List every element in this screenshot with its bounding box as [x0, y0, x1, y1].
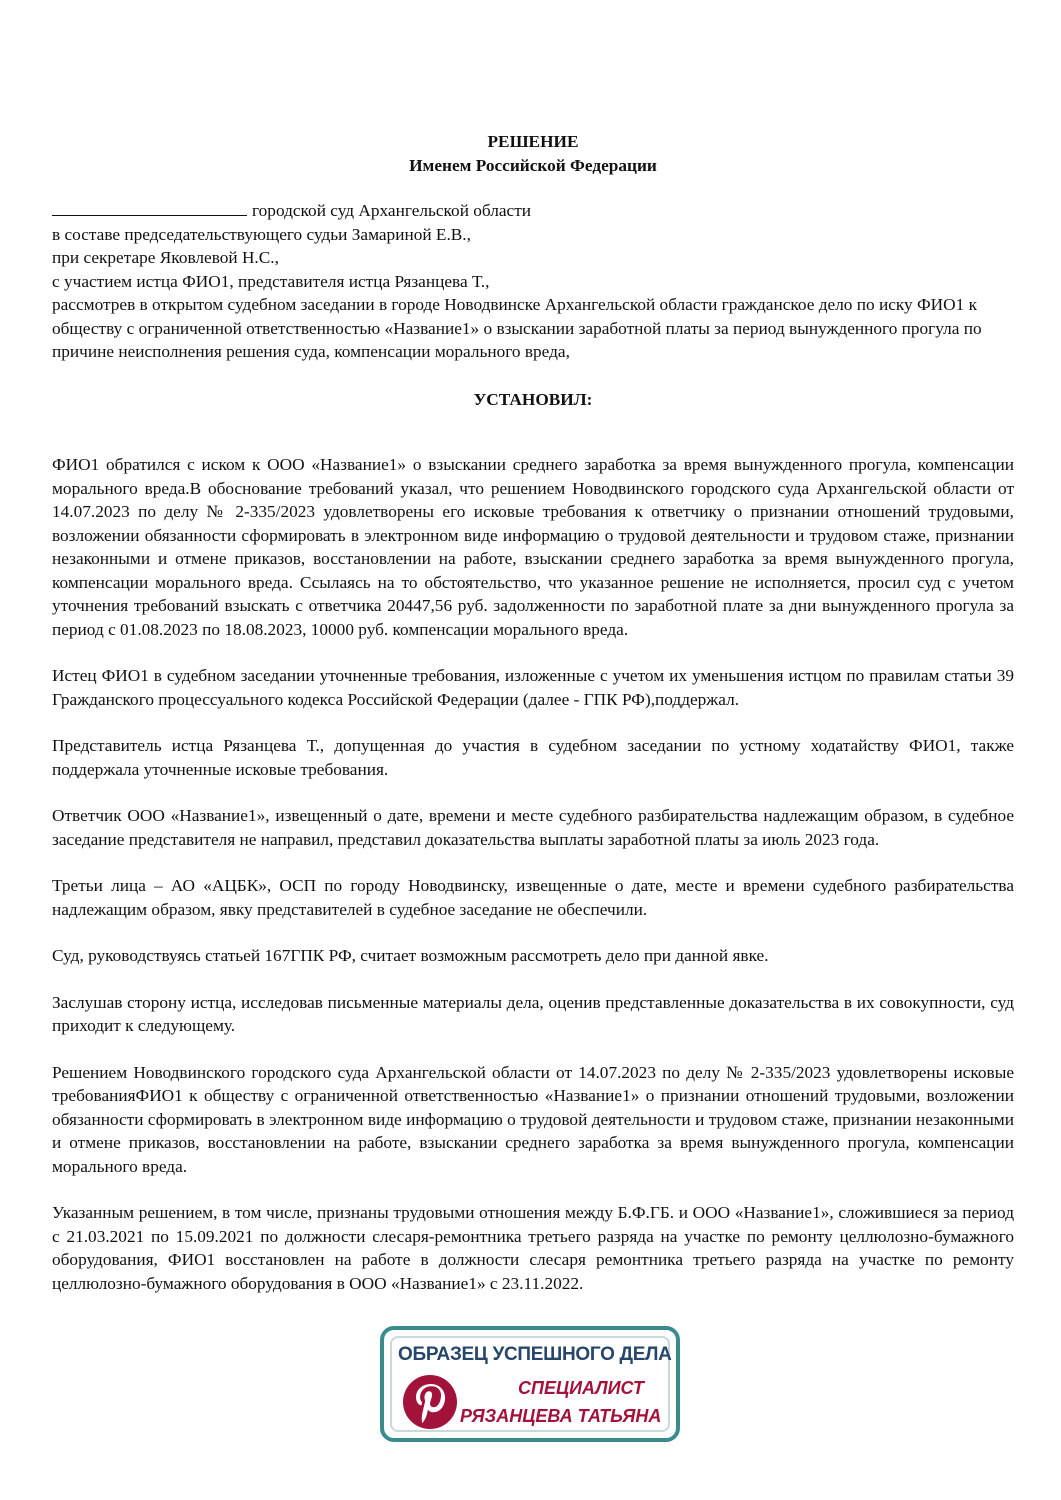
document-intro [52, 199, 1014, 364]
court-name-blank [52, 200, 247, 216]
document-body [52, 453, 1014, 1295]
paragraph: Заслушав сторону истца, исследовав письменные материалы дела, оценив представленные доказательства в их совокупности, суд приходит к следующему. [52, 992, 1014, 1035]
paragraph: Третьи лица – АО «АЦБК», ОСП по городу Новодвинску, извещенные о дате, месте и времени судебного разбирательства надлежащим образом, явку представителей в судебное заседание не обеспечили. [52, 876, 1014, 919]
document-title: РЕШЕНИЕ [487, 132, 579, 151]
court-name: городской суд Архангельской области [252, 201, 532, 220]
stamp-line-sample: ОБРАЗЕЦ УСПЕШНОГО ДЕЛА [398, 1344, 672, 1365]
case-description: рассмотрев в открытом судебном заседании в городе Новодвинске Архангельской области гражданское дело по иску ФИО1 к обществу с ограниченной ответственностью «Название1» о взыскании заработной платы за период вынужденного прогула по причине неисполнения решения суда, компенсации морального вреда, [52, 295, 982, 361]
document-page [52, 122, 1014, 1318]
paragraph: Указанным решением, в том числе, признаны трудовыми отношения между Б.Ф.ГБ. и ООО «Название1», сложившиеся за период с 21.03.2021 по 15.09.2021 по должности слесаря-ремонтника третьего разряда на участке по ремонту целлюлозно-бумажного оборудования, ФИО1 восстановлен на работе в должности слесаря ремонтника третьего разряда на участке по ремонту целлюлозно-бумажного оборудования в ООО «Название1» с 23.11.2022. [52, 1203, 1014, 1293]
document-subtitle: Именем Российской Федерации [409, 155, 657, 175]
paragraph: ФИО1 обратился с иском к ООО «Название1» о взыскании среднего заработка за время вынужденного прогула, компенсации морального вреда.В обоснование требований указал, что решением Новодвинского городского суда Архангельской области от 14.07.2023 по делу № 2-335/2023 удовлетворены его исковые требования к ответчику о признании отношений трудовыми, возложении обязанности сформировать в электронном виде информацию о трудовой деятельности и трудовом стаже, признании незаконными и отмене приказов, восстановлении на работе, взыскании среднего заработка за время вынужденного прогула, компенсации морального вреда. Ссылаясь на то обстоятельство, что указанное решение не исполняется, просил суд с учетом уточнения требований взыскать с ответчика 20447,56 руб. задолженности по заработной плате за дни вынужденного прогула за период с 01.08.2023 по 18.08.2023, 10000 руб. компенсации морального вреда. [52, 455, 1014, 639]
judge-line: в составе председательствующего судьи Замариной Е.В., [52, 224, 471, 244]
paragraph: Истец ФИО1 в судебном заседании уточненные требования, изложенные с учетом их уменьшения истцом по правилам статьи 39 Гражданского процессуального кодекса Российской Федерации (далее - ГПК РФ),поддержал. [52, 666, 1014, 709]
stamp-line-specialist: СПЕЦИАЛИСТ [518, 1378, 644, 1398]
participants-line: с участием истца ФИО1, представителя истца Рязанцева Т., [52, 271, 490, 291]
section-title-established: УСТАНОВИЛ: [473, 389, 593, 409]
watermark-stamp [380, 1326, 680, 1442]
court-line [52, 199, 1014, 223]
pinterest-logo-icon [402, 1374, 458, 1430]
paragraph: Решением Новодвинского городского суда Архангельской области от 14.07.2023 по делу № 2-335/2023 удовлетворены исковые требованияФИО1 к обществу с ограниченной ответственностью «Название1» о признании отношений трудовыми, возложении обязанности сформировать в электронном виде информацию о трудовой деятельности и трудовом стаже, признании незаконными и отмене приказов, восстановлении на работе, взыскании среднего заработка за время вынужденного прогула, компенсации морального вреда. [52, 1062, 1014, 1176]
paragraph: Ответчик ООО «Название1», извещенный о дате, времени и месте судебного разбирательства надлежащим образом, в судебное заседание представителя не направил, представил доказательства выплаты заработной платы за июль 2023 года. [52, 806, 1014, 849]
paragraph: Суд, руководствуясь статьей 167ГПК РФ, считает возможным рассмотреть дело при данной явке. [52, 946, 769, 965]
secretary-line: при секретаре Яковлевой Н.С., [52, 248, 279, 267]
paragraph: Представитель истца Рязанцева Т., допущенная до участия в судебном заседании по устному ходатайству ФИО1, также поддержала уточненные исковые требования. [52, 736, 1014, 779]
stamp-line-name: РЯЗАНЦЕВА ТАТЬЯНА [460, 1406, 662, 1426]
